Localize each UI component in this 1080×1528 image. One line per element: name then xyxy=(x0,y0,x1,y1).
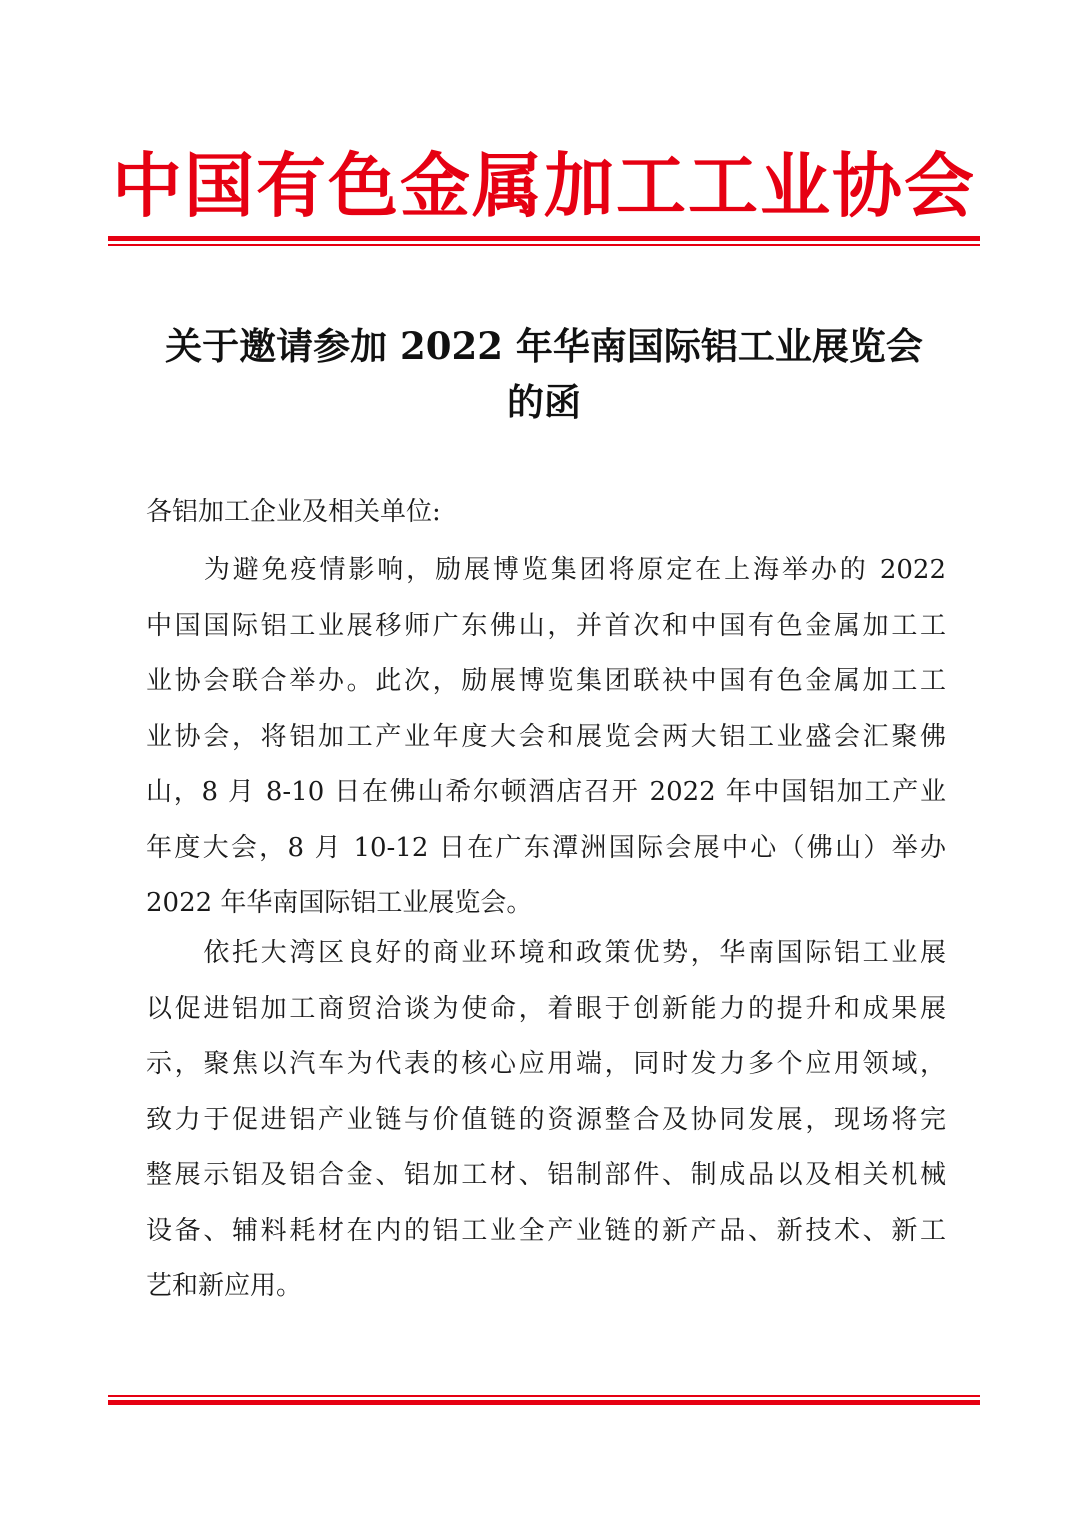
footer-rule-thin xyxy=(108,1395,980,1397)
paragraph-2-line: 设备、辅料耗材在内的铝工业全产业链的新产品、新技术、新工 xyxy=(146,1215,946,1246)
paragraph-1-line: 中国国际铝工业展移师广东佛山，并首次和中国有色金属加工工 xyxy=(146,610,946,641)
paragraph-1 xyxy=(146,543,946,932)
paragraph-2 xyxy=(146,926,946,1315)
organization-masthead: 中国有色金属加工工业协会 xyxy=(112,145,976,227)
document-title-line-1: 关于邀请参加 2022 年华南国际铝工业展览会 xyxy=(165,324,923,368)
paragraph-2-line: 致力于促进铝产业链与价值链的资源整合及协同发展，现场将完 xyxy=(146,1104,946,1135)
paragraph-1-line: 为避免疫情影响，励展博览集团将原定在上海举办的 2022 xyxy=(146,555,946,585)
paragraph-2-line: 依托大湾区良好的商业环境和政策优势，华南国际铝工业展 xyxy=(146,938,946,968)
header-rule-thin xyxy=(108,244,980,246)
salutation: 各铝加工企业及相关单位: xyxy=(146,497,441,527)
document-title-line-2: 的函 xyxy=(507,380,581,424)
paragraph-1-line: 山，8 月 8-10 日在佛山希尔顿酒店召开 2022 年中国铝加工产业 xyxy=(146,777,946,807)
paragraph-2-line: 整展示铝及铝合金、铝加工材、铝制部件、制成品以及相关机械 xyxy=(146,1160,946,1190)
paragraph-1-line: 年度大会，8 月 10-12 日在广东潭洲国际会展中心（佛山）举办 xyxy=(146,832,946,863)
footer-rule-thick xyxy=(108,1400,980,1405)
paragraph-2-line: 示，聚焦以汽车为代表的核心应用端，同时发力多个应用领域， xyxy=(146,1049,946,1079)
header-rule-thick xyxy=(108,236,980,241)
document-title xyxy=(108,318,980,430)
paragraph-2-line: 艺和新应用。 xyxy=(146,1271,303,1301)
paragraph-2-line: 以促进铝加工商贸洽谈为使命，着眼于创新能力的提升和成果展 xyxy=(146,993,946,1024)
paragraph-1-line: 2022 年华南国际铝工业展览会。 xyxy=(146,888,533,918)
paragraph-1-line: 业协会联合举办。此次，励展博览集团联袂中国有色金属加工工 xyxy=(146,666,946,696)
paragraph-1-line: 业协会，将铝加工产业年度大会和展览会两大铝工业盛会汇聚佛 xyxy=(146,721,946,752)
